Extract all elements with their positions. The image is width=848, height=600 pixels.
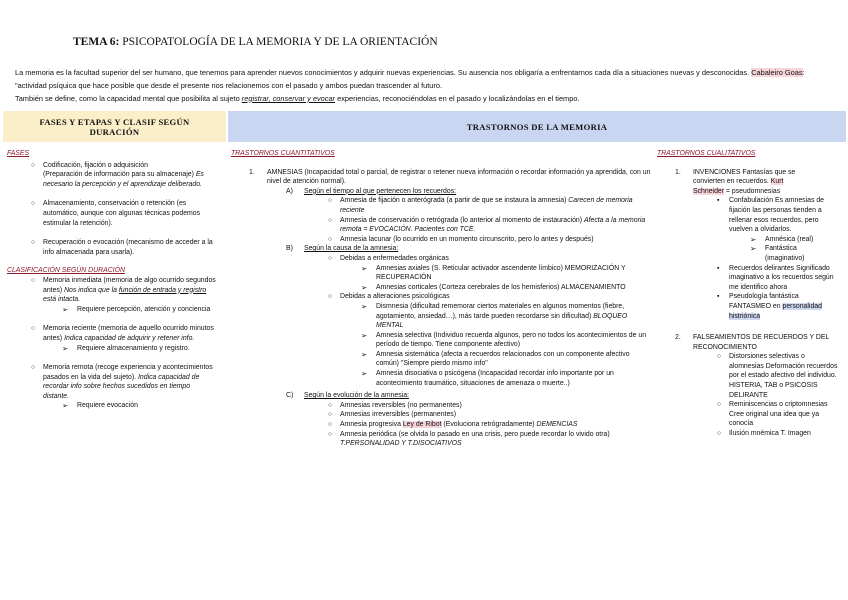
list-item: ▪ Confabulación Es amnesias de fijación las personas tienden a rellenar esos recuerdos, pero vuelven a olvidarlos. — [717, 197, 824, 234]
list-item: C) Según la evolución de la amnesia: — [286, 392, 409, 400]
list-item: ○ Debidas a alteraciones psicológicas — [328, 293, 450, 301]
list-item: ○ Memoria inmediata (memoria de algo ocurrido segundos antes) Nos indica que la función de entrada y registro está intacta. — [31, 276, 216, 304]
list-item: ➢ Fantástica (imaginativo) — [750, 244, 805, 262]
list-item: ➢ Amnesia selectiva (Individuo recuerda algunos, pero no todos los acontecimientos de un período de tiempo. Tiene componente afectivo) — [361, 330, 647, 349]
list-item: ○ Amnesia lacunar (lo ocurrido en un momento circunscrito, pero lo antes y después) — [328, 235, 594, 243]
list-item: ○ Codificación, fijación o adquisición (Preparación de información para su almacenaje) Es necesario la percepción y el aprendizaje deliberado. — [31, 161, 204, 188]
list-item: ○ Amnesias irreversibles (permanentes) — [328, 411, 457, 419]
list-item: 2. FALSEAMIENTOS DE RECUERDOS Y DEL RECONOCIMIENTO — [675, 334, 830, 351]
list-item: ○ Memoria reciente (memoria de aquello ocurrido minutos antes) Indica capacidad de adquirir y retener info. — [31, 325, 214, 342]
list-item: ○ Memoria remota (recoge experiencia y acontecimientos pasados en la vida del sujeto). Indica capacidad de recordar info sobre hechos sucedidos en tiempo distante. — [31, 364, 213, 400]
list-item: B) Según la causa de la amnesia: — [286, 245, 399, 253]
list-item: ➢ Amnesias axiales (S. Reticular activador ascendente límbico) MEMORIZACIÓN Y RECUPERACIÓN — [361, 263, 626, 282]
list-item: ▪ Pseudología fantástica FANTASMEO en personalidad histriónica — [717, 293, 822, 320]
list-item: ➢ Requiere evocación — [62, 401, 138, 411]
list-item: ➢ Requiere percepción, atención y conciencia — [62, 304, 211, 314]
list-item: ○ Amnesia progresiva Ley de Ribot (Evoluciona retrógradamente) DEMENCIAS — [328, 421, 578, 429]
list-item: ○ Amnesia periódica (se olvida lo pasado en una crisis, pero puede recordar lo vivido otra) T.PERSONALIDAD Y T.DISOCIATIVOS — [328, 430, 610, 448]
list-item: ➢ Requiere almacenamiento y registro. — [62, 343, 190, 353]
list-item: ○ Ilusión mnémica T. Imagen — [717, 430, 811, 438]
list-item: ➢ Amnesia sistemática (afecta a recuerdos relacionados con un componente afectivo común) "Siempre pierdo mismo info" — [361, 349, 630, 368]
section-cualitativos: TRASTORNOS CUALITATIVOS — [657, 150, 756, 157]
list-item: 1. AMNESIAS (Incapacidad total o parcial, de registrar o retener nueva información o recordar información ya aprendida, con un nivel de atención normal). — [249, 168, 651, 186]
section-fases: FASES — [7, 150, 30, 157]
page-title: TEMA 6: PSICOPATOLOGÍA DE LA MEMORIA Y DE LA ORIENTACIÓN — [73, 36, 438, 48]
list-item: ➢ Amnesias corticales (Corteza cerebrales de los hemisferios) ALMACENAMIENTO — [361, 282, 626, 292]
list-item: ○ Almacenamiento, conservación o retención (es automático, aunque con algunas técnicas podemos estimular la retención). — [31, 200, 201, 227]
middle-column — [231, 149, 651, 449]
list-item: ○ Recuperación o evocación (mecanismo de acceder a la info almacenada para usarla). — [31, 239, 213, 256]
list-item: ○ Reminiscencias o criptomnesias Cree original una idea que ya conocía — [717, 401, 828, 428]
list-item: A) Según el tiempo al que pertenecen los recuerdos: — [286, 187, 457, 195]
list-item: ➢ Dismnesia (dificultad rememorar ciertos materiales en algunos momentos (fiebre, agotamiento, ansiedad…), más tarde pueden recordarse sin dificultad) BLOQUEO MENTAL — [361, 301, 628, 330]
left-column — [7, 149, 217, 411]
section-cuantitativos: TRASTORNOS CUANTITATIVOS — [231, 150, 335, 157]
list-item: ○ Amnesia de fijación o anterógrada (a partir de que se instaura la amnesia) Carecen de memoria reciente — [328, 197, 633, 214]
list-item: ○ Distorsiones selectivas o alomnesias Deformación recuerdos por el estado afectivo del individuo. HISTERIA, TAB o PSICOSIS DELIRANTE — [717, 353, 838, 399]
list-item: ➢ Amnesia disociativa o psicógena (Incapacidad recordar info importante por un acontecimiento traumático, situaciones de amenaza o muerte..) — [361, 369, 614, 387]
list-item: ▪ Recuerdos delirantes Significado imaginativo a los recuerdos según me identifico ahora — [717, 264, 834, 291]
list-item: 1. INVENCIONES Fantasías que se convierten en recuerdos. Kurt Schneider = pseudomnesias — [675, 168, 796, 195]
list-item: ➢ Amnésica (real) — [750, 234, 814, 244]
list-item: ○ Amnesia de conservación o retrógrada (lo anterior al momento de instauración) Afecta a la memoria remota = EVOCACIÓN. Pacientes con TCE. — [328, 216, 646, 234]
list-item: ○ Debidas a enfermedades orgánicas — [328, 254, 449, 262]
section-clasificacion: CLASIFICACIÓN SEGÚN DURACIÓN — [7, 267, 125, 275]
right-column — [657, 149, 843, 439]
header-fases: FASES Y ETAPAS Y CLASIF SEGÚN DURACIÓN — [3, 111, 226, 142]
header-trastornos: TRASTORNOS DE LA MEMORIA — [228, 111, 846, 142]
list-item: ○ Amnesias reversibles (no permanentes) — [328, 401, 462, 409]
intro-paragraph: La memoria es la facultad superior del ser humano, que tenemos para aprender nuevos conocimientos y adquirir nuevas experiencias. Su ausencia nos obligaría a enfrentarnos cada día a situaciones nuevas y desconocidas. Cabaleiro Goas: "actividad psíquica que hace posible que desde el presente nos relacionemos con el pasado y ambos puedan trascender al futuro. También se define, como la capacidad mental que posibilita al sujeto registrar, conservar y evocar experiencias, reconociéndolas en el pasado y localizándolas en el tiempo. — [15, 68, 805, 103]
